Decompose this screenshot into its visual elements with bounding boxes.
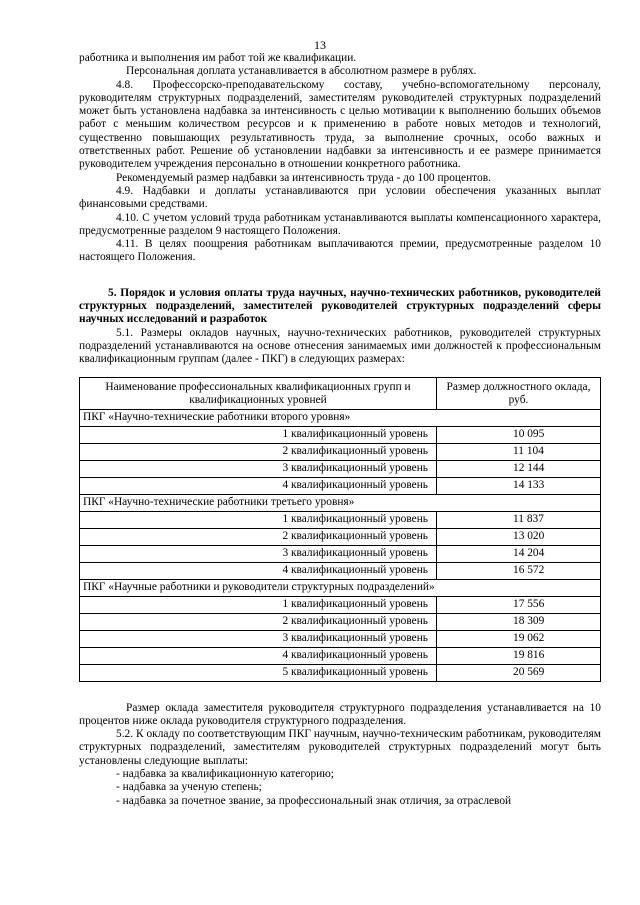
paragraph: Размер оклада заместителя руководителя структурного подразделения устанавливается на 10 процентов ниже оклада руководителя структурного подразделения.	[79, 701, 601, 727]
level-cell: 2 квалификационный уровень	[80, 613, 437, 630]
group-row	[80, 409, 601, 426]
level-cell: 2 квалификационный уровень	[80, 443, 437, 460]
level-cell: 4 квалификационный уровень	[80, 647, 437, 664]
salary-cell: 10 095	[437, 426, 601, 443]
salary-cell: 19 816	[437, 647, 601, 664]
level-cell: 4 квалификационный уровень	[80, 477, 437, 494]
salary-cell: 14 204	[437, 545, 601, 562]
salary-cell: 17 556	[437, 596, 601, 613]
paragraph-4-8: 4.8. Профессорско-преподавательскому составу, учебно-вспомогательному персоналу, руководителям структурных подразделений, заместителям руководителей структурных подразделений может быть установлена надбавка за интенсивность с целью мотивации к выполнению больших объемов работ с меньшим количеством ресурсов и к применению в работе новых методов и технологий, существенно повышающих результативность труда, за выполнение срочных, особо важных и ответственных работ. Решение об установлении надбавки за интенсивность и ее размере принимается руководителем учреждения персонально в отношении конкретного работника.	[79, 78, 601, 171]
salary-cell: 20 569	[437, 664, 601, 681]
salary-cell: 14 133	[437, 477, 601, 494]
salary-cell: 13 020	[437, 528, 601, 545]
table-row	[80, 528, 601, 545]
table-row	[80, 477, 601, 494]
table-row	[80, 647, 601, 664]
paragraph-4-11: 4.11. В целях поощрения работникам выплачиваются премии, предусмотренные разделом 10 настоящего Положения.	[79, 238, 601, 264]
level-cell: 2 квалификационный уровень	[80, 528, 437, 545]
section-heading: 5. Порядок и условия оплаты труда научных, научно-технических работников, руководителей структурных подразделений, заместителей руководителей структурных подразделений сферы научных исследований и разработок	[79, 286, 601, 326]
group-title: ПКГ «Научно-технические работники второго уровня»	[80, 409, 601, 426]
salary-cell: 11 837	[437, 511, 601, 528]
level-cell: 3 квалификационный уровень	[80, 545, 437, 562]
salary-cell: 11 104	[437, 443, 601, 460]
paragraph-5-2: 5.2. К окладу по соответствующим ПКГ научным, научно-техническим работникам, руководителям структурных подразделений, заместителям руководителей структурных подразделений могут быть установлены следующие выплаты:	[79, 728, 601, 767]
table-row	[80, 426, 601, 443]
table-row	[80, 545, 601, 562]
table-row	[80, 562, 601, 579]
group-row	[80, 494, 601, 511]
salary-cell: 12 144	[437, 460, 601, 477]
table-row	[80, 613, 601, 630]
table-header-row	[80, 377, 601, 409]
table-row	[80, 443, 601, 460]
list-item: - надбавка за почетное звание, за профессиональный знак отличия, за отраслевой	[116, 794, 512, 807]
paragraph-4-9: 4.9. Надбавки и доплаты устанавливаются при условии обеспечения указанных выплат финансовыми средствами.	[79, 184, 601, 211]
paragraph: работника и выполнения им работ той же квалификации.	[79, 52, 357, 64]
level-cell: 3 квалификационный уровень	[80, 630, 437, 647]
document-body	[79, 52, 601, 808]
table-header-cell: Наименование профессиональных квалификационных групп и квалификационных уровней	[80, 377, 437, 409]
table-row	[80, 596, 601, 613]
level-cell: 3 квалификационный уровень	[80, 460, 437, 477]
table-row	[80, 630, 601, 647]
paragraph-4-10: 4.10. С учетом условий труда работникам устанавливаются выплаты компенсационного характера, предусмотренные разделом 9 настоящего Положения.	[79, 211, 601, 237]
table-header-cell: Размер должностного оклада, руб.	[437, 377, 601, 409]
salary-cell: 18 309	[437, 613, 601, 630]
group-title: ПКГ «Научные работники и руководители структурных подразделений»	[80, 579, 601, 596]
level-cell: 1 квалификационный уровень	[80, 511, 437, 528]
table-row	[80, 460, 601, 477]
paragraph: Персональная доплата устанавливается в абсолютном размере в рублях.	[126, 65, 477, 78]
group-title: ПКГ «Научно-технические работники третьего уровня»	[80, 494, 601, 511]
list-item: - надбавка за ученую степень;	[116, 781, 262, 794]
level-cell: 5 квалификационный уровень	[80, 664, 437, 681]
level-cell: 1 квалификационный уровень	[80, 596, 437, 613]
salary-cell: 19 062	[437, 630, 601, 647]
salary-table	[79, 377, 601, 682]
salary-cell: 16 572	[437, 562, 601, 579]
page-number: 13	[314, 38, 326, 52]
level-cell: 1 квалификационный уровень	[80, 426, 437, 443]
paragraph-5-1: 5.1. Размеры окладов научных, научно-технических работников, руководителей структурных подразделений устанавливаются на основе отнесения занимаемых ими должностей к профессиональным квалификационным группам (далее - ПКГ) в следующих размерах:	[79, 326, 601, 366]
group-row	[80, 579, 601, 596]
table-row	[80, 511, 601, 528]
list-item: - надбавка за квалификационную категорию;	[116, 768, 334, 781]
table-row	[80, 664, 601, 681]
level-cell: 4 квалификационный уровень	[80, 562, 437, 579]
paragraph: Рекомендуемый размер надбавки за интенсивность труда - до 100 процентов.	[116, 171, 491, 184]
